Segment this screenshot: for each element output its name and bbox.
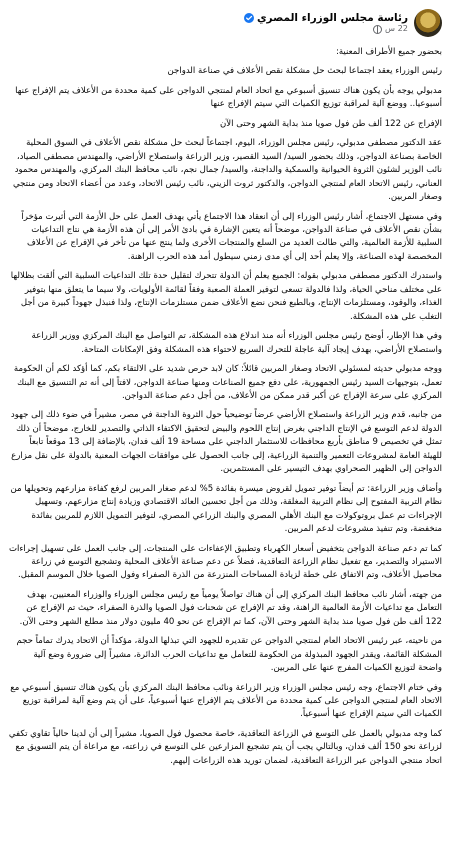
paragraph: وفي هذا الإطار، أوضح رئيس مجلس الوزراء أنه منذ اندلاع هذه المشكلة، تم التواصل مع البنك المركزي ووزير الزراعة واستصلاح الأراضي، بهدف إيجاد آلية عاجلة للتحرك السريع لاحتواء هذه المشكلة وفق الإمكانات المتاحة. [31,331,442,355]
paragraph: الإفراج عن 122 ألف طن فول صويا منذ بداية الشهر وحتى الآن [219,118,442,129]
paragraph: من جهته، أشار نائب محافظ البنك المركزي إلى أن هناك تواصلاً يومياً مع رئيس مجلس الوزراء والوزراء المعنيين، بهدف التعامل مع تداعيات الأزمة العالمية الراهنة، وقد تم الإفراج عن شحنات فول الصويا والذرة الصفراء، حيث تم الإفراج عن 122 ألف طن فول صويا منذ بداية الشهر وحتى الآن، كما تم الإفراج عن نحو 40 مليون دولار منذ مطلع الشهر وحتى الآن. [19,589,442,627]
paragraph: ووجه مدبولي حديثه لمسئولي الاتحاد وصغار المربين قائلاً: كان لابد حرص شديد على الالتقاء بكم، كما أؤكد لكم أن الحكومة تعمل، بتوجيهات السيد رئيس الجمهورية، على دفع جميع الصناعات ومنها صناعة الدواجن، لافتاً إلى أنه تم التنسيق مع البنك المركزي على سرعة الإفراج عن أكبر قدر ممكن من الأعلاف، من أجل دعم صناعة الدواجن. [13,364,442,401]
post-time-row [244,24,408,33]
post-header [8,6,442,40]
paragraph: مدبولي يوجه بأن يكون هناك تنسيق أسبوعي مع اتحاد العام لمنتجي الدواجن على كمية محددة من الأعلاف يتم الإفراج عنها أسبوعيا.. ووضع آلية لمراقبة توزيع الكميات التي سيتم الإفراج عنها [15,85,442,110]
post-body [8,46,442,768]
paragraph: وفي ختام الاجتماع، وجه رئيس مجلس الوزراء وزير الزراعة ونائب محافظ البنك المركزي بأن يكون هناك تنسيق أسبوعي مع الاتحاد العام لمنتجي الدواجن على كمية محددة من الأعلاف يتم الإفراج عنها أسبوعياً، على أن يتم وضع آلية لمراقبة توزيع الكميات التي سيتم الإفراج عنها أسبوعياً. [10,682,442,720]
page-name[interactable]: رئاسة مجلس الوزراء المصري [256,12,408,25]
globe-icon [373,25,382,34]
paragraph: رئيس الوزراء يعقد اجتماعا لبحث حل مشكلة نقص الأعلاف في صناعة الدواجن [167,66,442,77]
paragraph: واستدرك الدكتور مصطفى مدبولي بقوله: الجميع يعلم أن الدولة تتحرك لتقليل حدة تلك التداعيات السلبية التي ألقت بظلالها على مختلف مناحي الحياة، ولذا فالدولة تسعى لتوفير العملة الصعبة وفقاً لقائمة الأولويات، ولا سيما ما يتعلق منها بتوفير الغذاء، والوقود، ومستلزمات الإنتاج، وبالطبع فنحن نضع الأعلاف ضمن مستلزمات الإنتاج، ولذا فنبذل جهوداً كبيرة من أجل التغلب على هذه المشكلة. [10,271,442,322]
paragraph: بحضور جميع الأطراف المعنية: [335,47,442,57]
paragraph: وفي مستهل الاجتماع، أشار رئيس الوزراء إلى أن انعقاد هذا الاجتماع يأتي بهدف العمل على حل الأزمة التي أثيرت مؤخراً بشأن نقص الأعلاف في صناعة الدواجن، موضحاً أنه يتعين الإشارة في بادئ الأمر إلى أن هذه الأزمة هي نتاج التداعيات السلبية للأزمة العالمية، والتي طالت العديد من السلع والمنتجات الأخرى ولما ينتج عنها من تأخر في الإفراج عن الأعلاف المخصصة لهذه الصناعة، وإلا يعلم أحد إلى أي مدى زمني سيطول أمد هذه الحرب الراهنة. [21,211,442,262]
paragraph: وأضاف وزير الزراعة: تم أيضاً توفير تمويل لقروض ميسرة بفائدة 5% لدعم صغار المربين لرفع كفاءة مزارعهم وتحويلها من نظام التربية المفتوح إلى نظام التربية المغلقة، وذلك من أجل تحسين العائد الاقتصادي وزيادة إنتاج مزارعهم، وتسهيل الإجراءات تم عمل بروتوكولات مع البنك الأهلي المصري والبنك الزراعي المصري، لتوفير التمويل اللازم للمربين بفائدة منخفضة، وتم تنفيذ مشروعات لدعم المربين. [10,483,442,535]
paragraph: من جانبه، قدم وزير الزراعة واستصلاح الأراضي عرضاً توضيحياً حول الثروة الداجنة في مصر، مشيراً في ضوء ذلك إلى جهود الدولة لدعم التوسع في الإنتاج الداجني بغرض إنتاج اللحوم والبيض لتحقيق الاكتفاء الذاتي والتصدير للخارج، موضحاً أن ذلك تمثل في تخصيص 9 مناطق بأربع محافظات للاستثمار الداجني على مساحة 19 ألف فدان، بالإضافة إلى 13 موقعاً تابعاً للهيئة العامة لمشروعات التعمير والتنمية الزراعية، إلى جانب الحصول على موافقات الجهات المعنية بالدولة على نقل مزارع الدواجن إلى الظهير الصحراوي بهدف التيسير على المستثمرين. [10,410,442,475]
paragraph: من ناحيته، عبر رئيس الاتحاد العام لمنتجي الدواجن عن تقديره للجهود التي تبذلها الدولة، مؤكداً أن الاتحاد يدرك تماماً حجم المشكلة القائمة، ويقدر الجهود المبذولة من الحكومة للتعامل مع تداعيات الحرب الدائرة، مشيراً إلى ضرورة وضع آلية واضحة لتوزيع الكميات المفرج عنها على المربين. [16,636,442,674]
page-title-row [244,12,408,24]
paragraph: كما تم دعم صناعة الدواجن بتخفيض أسعار الكهرباء وتطبيق الإعفاءات على المنتجات، إلى جانب العمل على تسهيل إجراءات الاستيراد والتصدير، مع تفعيل نظام الزراعة التعاقدية، فضلاً عن دعم صناعة الأعلاف المحلية وتشجيع التوسع في زراعة محاصيل الأعلاف، وتم الاتفاق على خطة لزيادة المساحات المنزرعة من الذرة الصفراء وفول الصويا خلال الموسم المقبل. [8,543,442,581]
paragraph: عقد الدكتور مصطفى مدبولي، رئيس مجلس الوزراء، اليوم، اجتماعاً لبحث حل مشكلة نقص الأعلاف في السوق المحلية الخاصة بصناعة الدواجن، وذلك بحضور السيد/ السيد القصير، وزير الزراعة واستصلاح الأراضي، والمهندس مصطفى الصياد، نائب الوزير لشئون الثروة الحيوانية والسمكية والداجنة، والسيد/ جمال نجم، نائب محافظ البنك المركزي، والمهندس محمود العناني، رئيس الاتحاد العام لمنتجي الدواجن، والدكتور ثروت الزيني، نائب رئيس الاتحاد، وعدد من أعضاء الاتحاد ومن منتجي وصغار المربين. [12,138,442,203]
post-meta [244,12,408,33]
post-time[interactable]: 22 س [384,23,408,34]
verified-badge-icon [244,13,254,23]
page-avatar[interactable] [414,9,442,37]
paragraph: كما وجه مدبولي بالعمل على التوسع في الزراعة التعاقدية، خاصة محصول فول الصويا، مشيراً إلى أن لدينا حالياً تقاوي تكفي لزراعة نحو 150 ألف فدان، وبالتالي يجب أن يتم تشجيع المزارعين على التوسع في زراعته، مع مراعاة أن يتم التسويق مع اتحاد منتجي الدواجن عبر الزراعة التعاقدية، لضمان توريد هذه الزراعات إليهم. [8,728,442,766]
